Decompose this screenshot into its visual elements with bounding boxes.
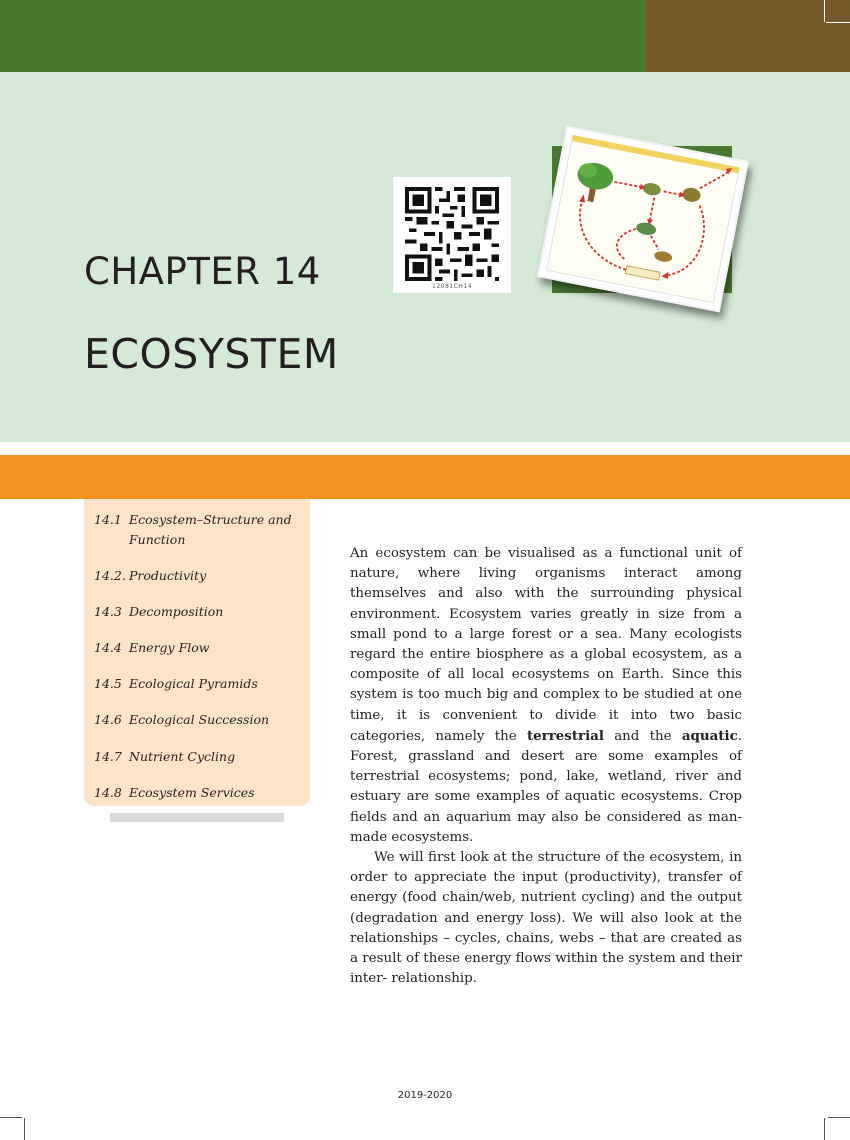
crop-mark-bottom-right-v [824, 1118, 825, 1140]
toc-item-title: Ecosystem–Structure and Function [129, 512, 292, 547]
toc-item-number: 14.8 [94, 785, 122, 800]
qr-code-label: 12081CH14 [432, 283, 472, 290]
chapter-title: ECOSYSTEM [84, 330, 339, 378]
toc-item-title: Ecosystem Services [129, 785, 255, 800]
crop-mark-bottom-left-h [0, 1117, 22, 1118]
paragraph-text: . Forest, grassland and desert are some examples of terrestrial ecosystems; pond, lake, wetland, river and estuary are some examples of aquatic ecosystems. Crop fields and an aquarium may also be considered as man-made ecosystems. [350, 728, 742, 845]
toc-item-number: 14.1 [94, 512, 122, 527]
toc-item-number: 14.7 [94, 749, 122, 764]
key-term-terrestrial: terrestrial [526, 727, 604, 744]
top-green-bar [0, 0, 646, 72]
paragraph-text: and the [603, 728, 682, 744]
toc-item-title: Ecological Succession [129, 712, 270, 727]
footer-year: 2019-2020 [397, 1090, 453, 1101]
chapter-label: CHAPTER 14 [84, 250, 321, 293]
crop-mark-top-right-h [826, 22, 850, 23]
toc-item-number: 14.6 [94, 712, 122, 727]
intro-paragraph-1 [350, 544, 742, 848]
key-term-aquatic: aquatic [681, 727, 738, 744]
qr-code-icon [405, 187, 499, 281]
paragraph-text: An ecosystem can be visualised as a functional unit of nature, where living organisms interact among themselves and also with the surrounding physical environment. Ecosystem varies greatly in size from a small pond to a large forest or a sea. Many ecologists regard the entire biosphere as a global ecosystem, as a composite of all local ecosystems on Earth. Since this system is too much big and complex to be studied at one time, it is convenient to divide it into two basic categories, namely the [350, 546, 742, 744]
toc-item-title: Productivity [129, 568, 207, 583]
contents-shadow-bar [110, 813, 284, 822]
toc-item-number: 14.3 [94, 604, 122, 619]
crop-mark-top-right [824, 0, 825, 22]
qr-code[interactable] [393, 177, 511, 293]
crop-mark-bottom-right-h [828, 1117, 850, 1118]
orange-divider-band [0, 455, 850, 499]
ecosystem-cycle-icon [546, 135, 739, 303]
toc-item-number: 14.2. [94, 568, 126, 583]
intro-paragraph-2: We will first look at the structure of the ecosystem, in order to appreciate the input (productivity), transfer of energy (food chain/web, nutrient cycling) and the output (degradation and energy loss). We will also look at the relationships – cycles, chains, webs – that are created as a result of these energy flows within the system and their inter- relationship. [350, 850, 742, 987]
top-brown-bar [646, 0, 850, 72]
chapter-intro-text [350, 544, 742, 989]
toc-item-number: 14.4 [94, 640, 122, 655]
toc-item-title: Ecological Pyramids [129, 676, 258, 691]
toc-item-title: Energy Flow [129, 640, 210, 655]
crop-mark-bottom-left-v [24, 1118, 25, 1140]
toc-item-title: Decomposition [129, 604, 224, 619]
chapter-contents [84, 499, 310, 806]
toc-item-number: 14.5 [94, 676, 122, 691]
toc-item-title: Nutrient Cycling [129, 749, 236, 764]
